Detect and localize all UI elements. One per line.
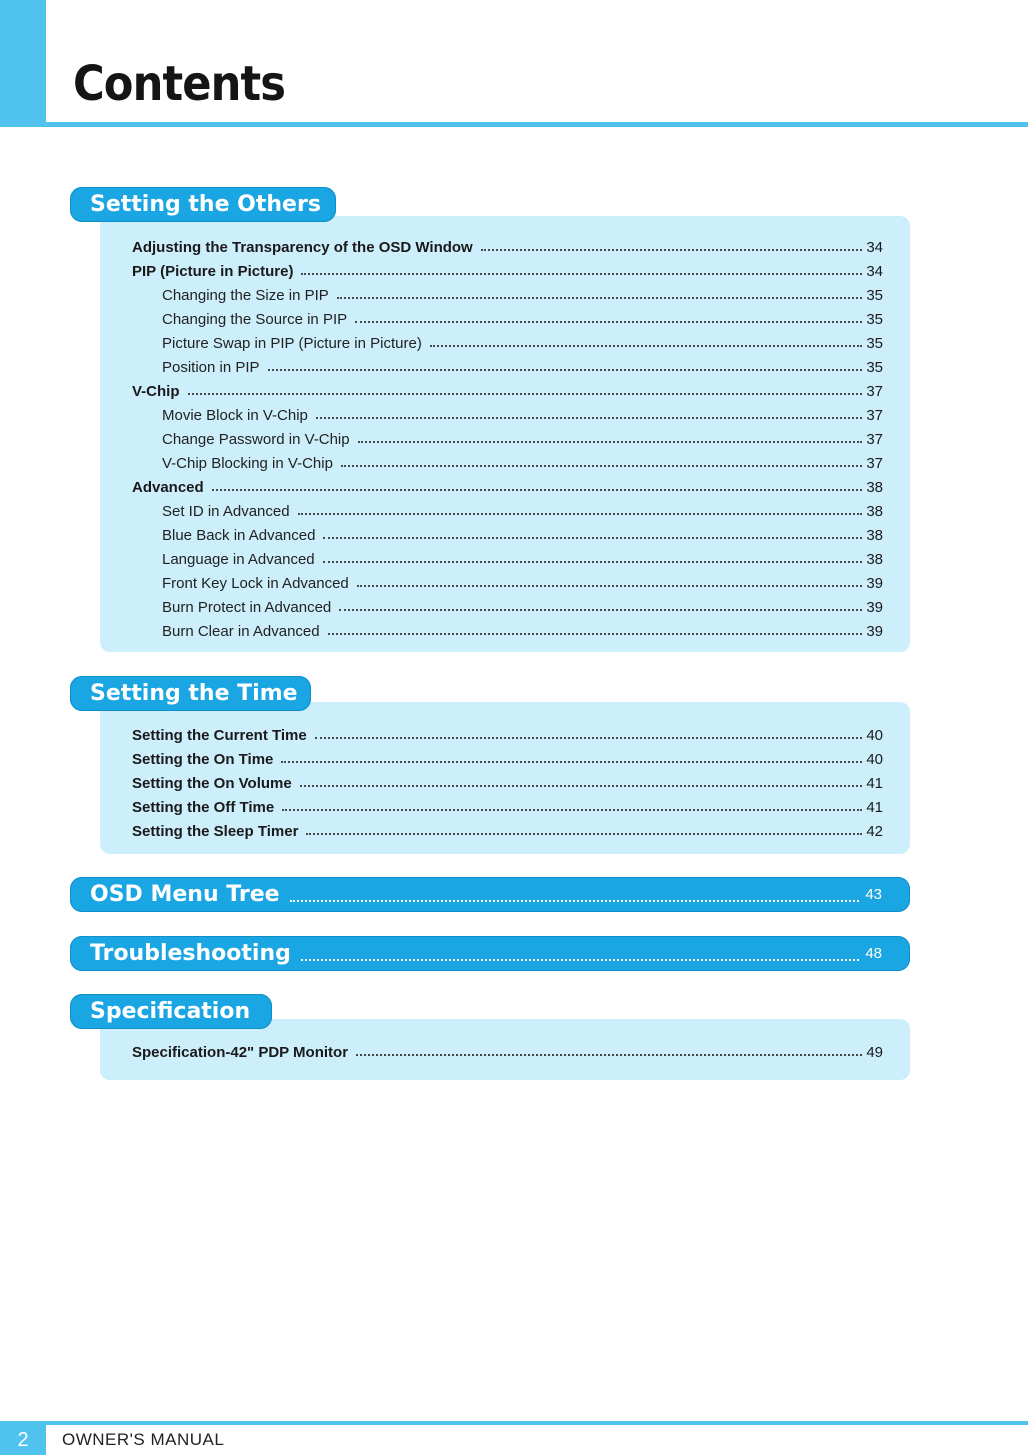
toc-entry-title: Changing the Size in PIP (162, 287, 329, 304)
dot-leader (268, 369, 863, 371)
dot-leader (358, 441, 863, 443)
toc-entry[interactable] (132, 592, 883, 616)
page-number: 48 (865, 945, 882, 962)
others-list (132, 232, 883, 640)
toc-entry[interactable] (132, 520, 883, 544)
toc-entry-title: Change Password in V-Chip (162, 431, 350, 448)
dot-leader (357, 585, 863, 587)
dot-leader (481, 249, 863, 251)
toc-entry[interactable] (132, 720, 883, 744)
toc-entry[interactable] (132, 280, 883, 304)
toc-entry-page: 34 (866, 239, 883, 256)
dot-leader (290, 898, 860, 902)
toc-entry-title: Front Key Lock in Advanced (162, 575, 349, 592)
section-heading: Setting the Others (90, 192, 321, 217)
toc-entry-title: Language in Advanced (162, 551, 315, 568)
toc-entry-title: Setting the On Time (132, 751, 274, 768)
section-heading: OSD Menu Tree (90, 882, 280, 907)
section-tab-troubleshooting[interactable] (70, 936, 910, 971)
footer-rule (0, 1421, 1028, 1425)
toc-entry-page: 49 (866, 1044, 883, 1061)
section-heading: Specification (90, 999, 251, 1024)
footer-page-number: 2 (0, 1425, 46, 1455)
toc-entry-page: 37 (866, 431, 883, 448)
toc-entry[interactable] (132, 472, 883, 496)
toc-entry-page: 39 (866, 575, 883, 592)
header-accent-bar (0, 0, 46, 127)
toc-entry[interactable] (132, 792, 883, 816)
dot-leader (323, 561, 863, 563)
page-number: 43 (865, 886, 882, 903)
section-heading: Setting the Time (90, 681, 298, 706)
dot-leader (316, 417, 862, 419)
toc-entry[interactable] (132, 304, 883, 328)
toc-entry-title: Position in PIP (162, 359, 260, 376)
toc-entry-page: 37 (866, 407, 883, 424)
toc-entry[interactable] (132, 496, 883, 520)
toc-entry-page: 38 (866, 503, 883, 520)
section-tab-osd-menu-tree[interactable] (70, 877, 910, 912)
toc-entry[interactable] (132, 376, 883, 400)
toc-entry-page: 39 (866, 599, 883, 616)
dot-leader (339, 609, 862, 611)
toc-entry-title: Setting the Off Time (132, 799, 275, 816)
toc-entry[interactable] (132, 544, 883, 568)
page-title: Contents (73, 56, 286, 112)
toc-entry-title: V-Chip Blocking in V-Chip (162, 455, 333, 472)
toc-entry[interactable] (132, 568, 883, 592)
toc-entry[interactable] (132, 256, 883, 280)
toc-entry-page: 37 (866, 383, 883, 400)
dot-leader (298, 513, 863, 515)
toc-entry-title: Movie Block in V-Chip (162, 407, 308, 424)
toc-entry-title: Changing the Source in PIP (162, 311, 348, 328)
dot-leader (323, 537, 862, 539)
toc-entry-title: Burn Protect in Advanced (162, 599, 332, 616)
dot-leader (306, 833, 862, 835)
dot-leader (315, 737, 863, 739)
header-rule (46, 122, 1028, 127)
toc-entry-page: 38 (866, 527, 883, 544)
toc-entry[interactable] (132, 424, 883, 448)
dot-leader (328, 633, 863, 635)
toc-entry[interactable] (132, 816, 883, 840)
toc-entry-page: 41 (866, 775, 883, 792)
dot-leader (301, 957, 859, 961)
toc-entry-page: 37 (866, 455, 883, 472)
section-tab-specification (70, 994, 272, 1029)
toc-entry-page: 40 (866, 751, 883, 768)
spec-list (132, 1037, 883, 1061)
toc-entry[interactable] (132, 768, 883, 792)
dot-leader (301, 273, 862, 275)
dot-leader (188, 393, 863, 395)
dot-leader (212, 489, 863, 491)
section-tab-setting-the-others (70, 187, 336, 222)
footer-label: OWNER'S MANUAL (62, 1430, 225, 1449)
time-list (132, 720, 883, 840)
toc-entry-title: Burn Clear in Advanced (162, 623, 320, 640)
toc-entry-title: Specification-42" PDP Monitor (132, 1044, 349, 1061)
toc-entry-title: Setting the On Volume (132, 775, 292, 792)
dot-leader (355, 321, 862, 323)
toc-entry-title: Adjusting the Transparency of the OSD Window (132, 239, 473, 256)
section-heading: Troubleshooting (90, 941, 291, 966)
toc-entry-page: 41 (866, 799, 883, 816)
dot-leader (430, 345, 862, 347)
toc-entry-title: Picture Swap in PIP (Picture in Picture) (162, 335, 422, 352)
dot-leader (281, 761, 862, 763)
toc-entry-title: Setting the Sleep Timer (132, 823, 299, 840)
toc-entry-page: 40 (866, 727, 883, 744)
toc-entry[interactable] (132, 744, 883, 768)
toc-entry-page: 39 (866, 623, 883, 640)
toc-entry-page: 35 (866, 311, 883, 328)
toc-entry-page: 42 (866, 823, 883, 840)
toc-entry-title: Setting the Current Time (132, 727, 307, 744)
dot-leader (337, 297, 863, 299)
dot-leader (282, 809, 862, 811)
toc-entry-page: 35 (866, 335, 883, 352)
toc-entry-title: Advanced (132, 479, 204, 496)
toc-entry[interactable] (132, 352, 883, 376)
section-tab-setting-the-time (70, 676, 311, 711)
toc-entry-page: 35 (866, 359, 883, 376)
toc-entry-page: 38 (866, 479, 883, 496)
toc-entry[interactable] (132, 448, 883, 472)
dot-leader (341, 465, 862, 467)
toc-entry[interactable] (132, 232, 883, 256)
toc-entry-title: PIP (Picture in Picture) (132, 263, 294, 280)
toc-entry-title: V-Chip (132, 383, 180, 400)
toc-entry-title: Set ID in Advanced (162, 503, 290, 520)
toc-entry[interactable] (132, 400, 883, 424)
toc-entry-page: 38 (866, 551, 883, 568)
toc-entry-page: 34 (866, 263, 883, 280)
toc-entry[interactable] (132, 616, 883, 640)
toc-entry-page: 35 (866, 287, 883, 304)
dot-leader (356, 1054, 862, 1056)
toc-entry-title: Blue Back in Advanced (162, 527, 316, 544)
toc-entry[interactable] (132, 328, 883, 352)
toc-entry[interactable] (132, 1037, 883, 1061)
dot-leader (300, 785, 863, 787)
